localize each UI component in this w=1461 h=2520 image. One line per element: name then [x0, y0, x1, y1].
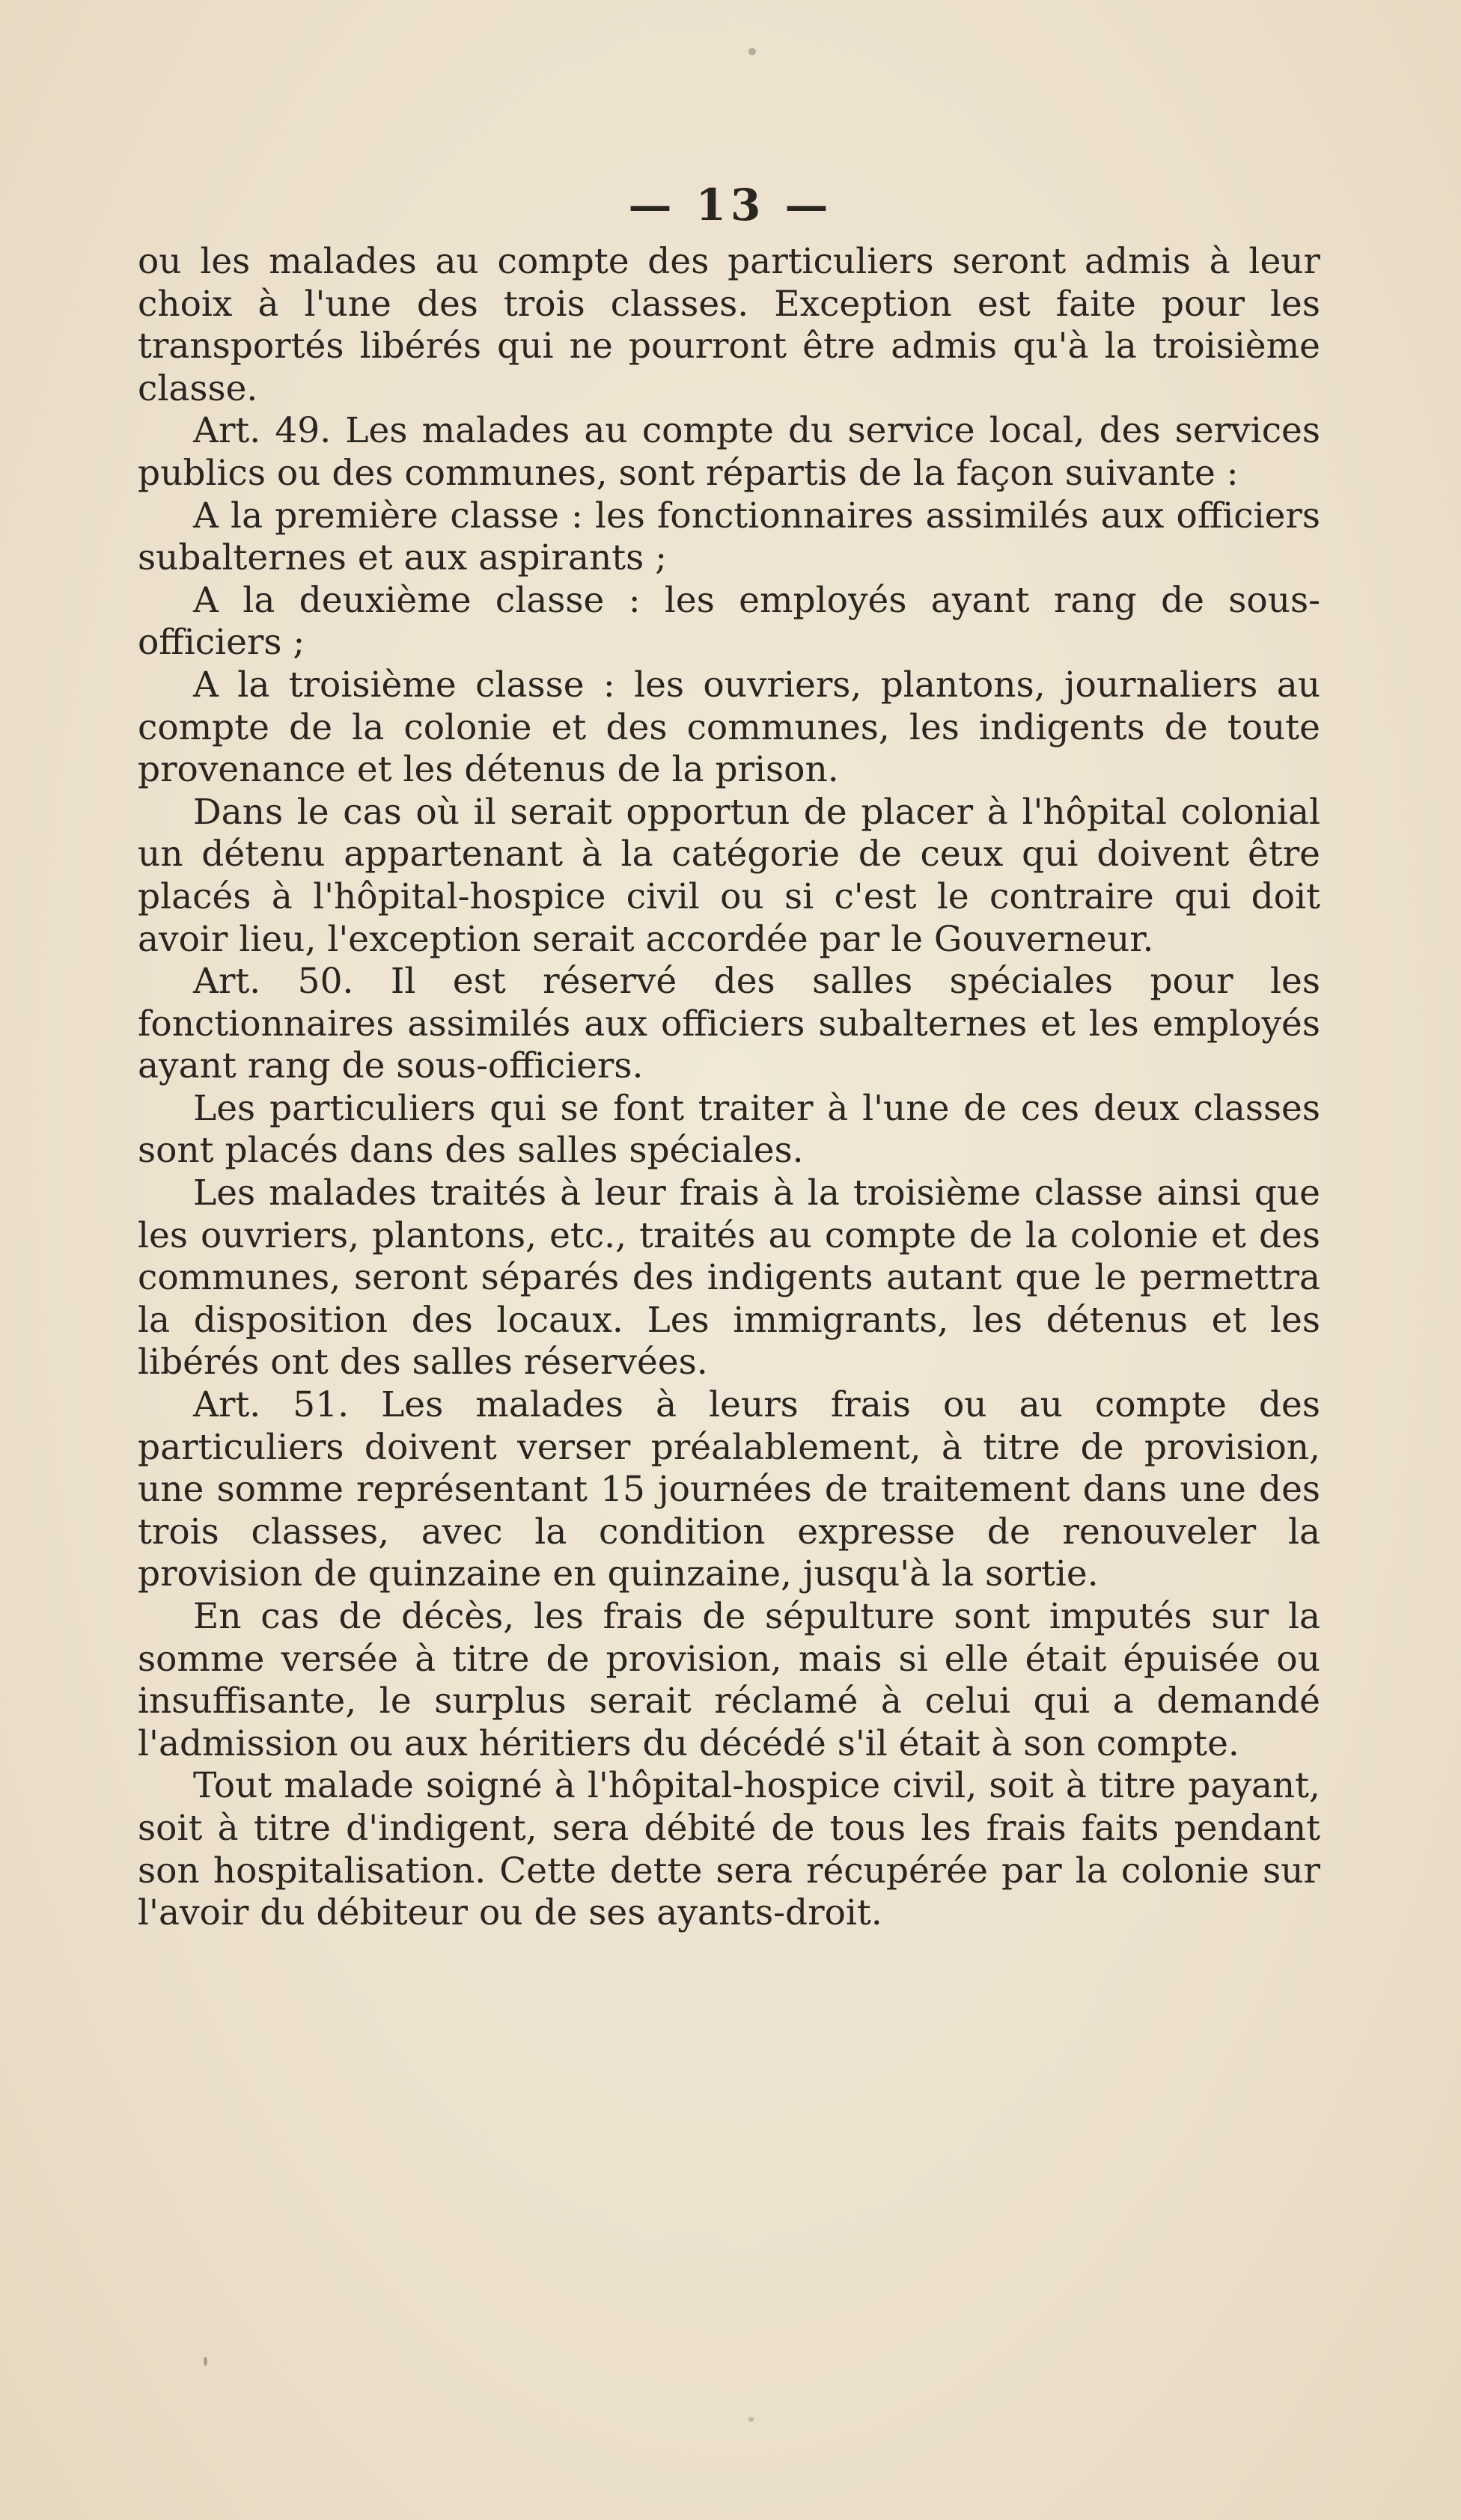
page-number: — 13 —	[628, 180, 833, 230]
ink-speck	[204, 2357, 207, 2366]
paragraph: En cas de décès, les frais de sépulture sont imputés sur la somme versée à titre de provision, mais si elle était épuisée ou insuffisante, le surplus serait réclamé à celui qui a demandé l'admission ou aux héritiers du décédé s'il était à son compte.	[138, 1596, 1320, 1764]
paragraph: Art. 51. Les malades à leurs frais ou au compte des particuliers doivent verser préalablement, à titre de provision, une somme représentant 15 journées de traitement dans une des trois classes, avec la condition expresse de renouveler la provision de quinzaine en quinzaine, jusqu'à la sortie.	[138, 1384, 1320, 1595]
paragraph: Les malades traités à leur frais à la troisième classe ainsi que les ouvriers, plantons, etc., traités au compte de la colonie et des communes, seront séparés des indigents autant que le permettra la disposition des locaux. Les immigrants, les détenus et les libérés ont des salles réservées.	[138, 1172, 1320, 1383]
paragraph: Dans le cas où il serait opportun de placer à l'hôpital colonial un détenu appartenant à la catégorie de ceux qui doivent être placés à l'hôpital-hospice civil ou si c'est le contraire qui doit avoir lieu, l'exception serait accordée par le Gouverneur.	[138, 791, 1320, 960]
paragraph: Art. 50. Il est réservé des salles spéciales pour les fonctionnaires assimilés aux officiers subalternes et les employés ayant rang de sous-officiers.	[138, 961, 1320, 1087]
ink-speck	[748, 2417, 754, 2422]
paragraph: A la deuxième classe : les employés ayant rang de sous-officiers ;	[138, 579, 1320, 664]
paragraph: Art. 49. Les malades au compte du service local, des services publics ou des communes, sont répartis de la façon suivante :	[138, 410, 1320, 494]
ink-speck	[748, 48, 756, 55]
paragraph: Tout malade soigné à l'hôpital-hospice civil, soit à titre payant, soit à titre d'indigent, sera débité de tous les frais faits pendant son hospitalisation. Cette dette sera récupérée par la colonie sur l'avoir du débiteur ou de ses ayants-droit.	[138, 1765, 1320, 1934]
paragraph: Les particuliers qui se font traiter à l'une de ces deux classes sont placés dans des salles spéciales.	[138, 1087, 1320, 1172]
paragraph: ou les malades au compte des particuliers seront admis à leur choix à l'une des trois classes. Exception est faite pour les transportés libérés qui ne pourront être admis qu'à la troisième classe.	[138, 241, 1320, 409]
paragraph: A la troisième classe : les ouvriers, plantons, journaliers au compte de la colonie et des communes, les indigents de toute provenance et les détenus de la prison.	[138, 664, 1320, 791]
body-text	[138, 241, 1320, 1935]
paragraph: A la première classe : les fonctionnaires assimilés aux officiers subalternes et aux aspirants ;	[138, 495, 1320, 579]
